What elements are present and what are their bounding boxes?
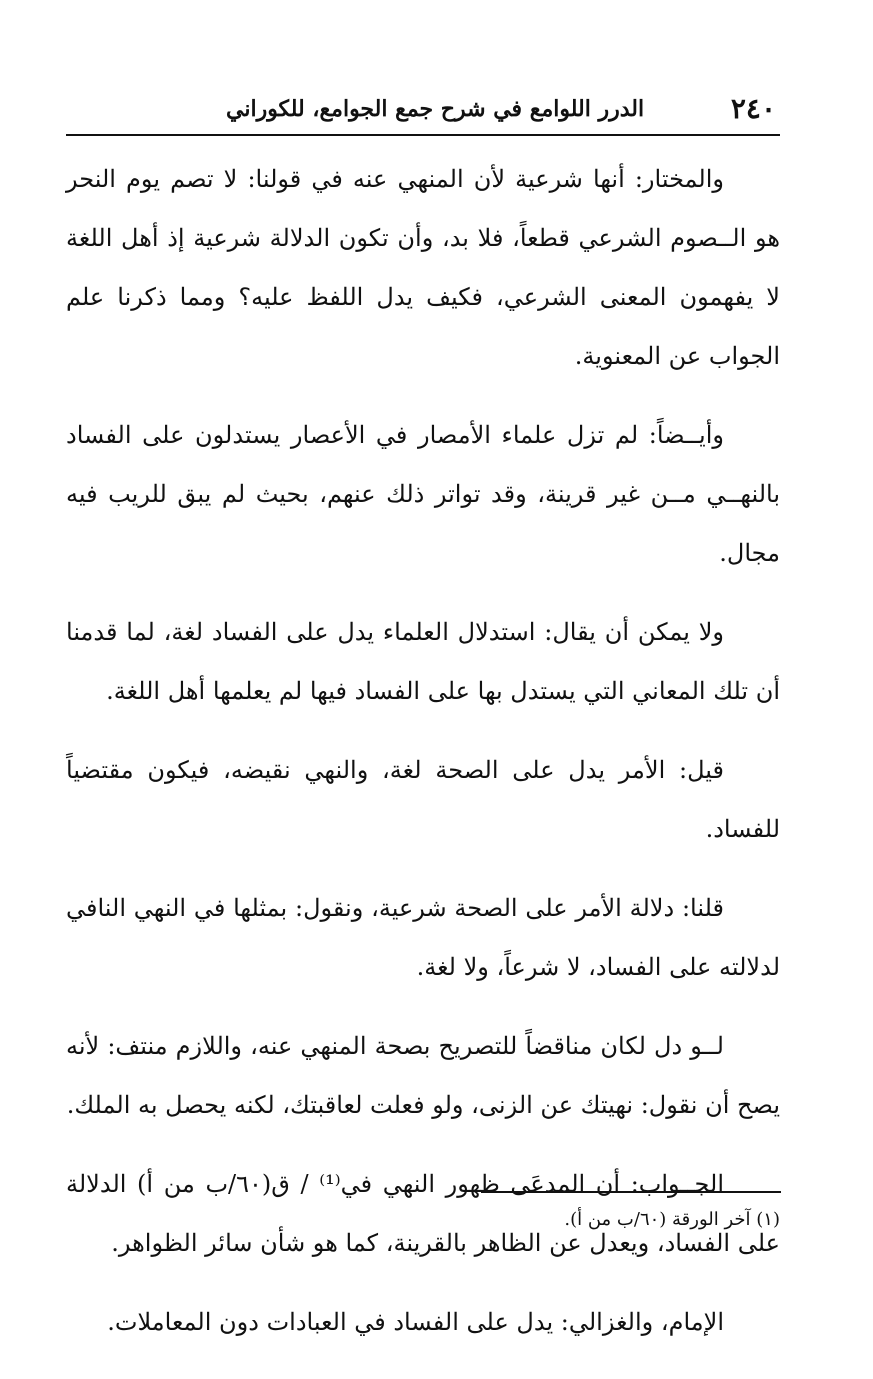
paragraph-qulna: قلنا: دلالة الأمر على الصحة شرعية، ونقول: بمثلها في النهي النافي لدلالته على الفساد، لا شرعاً، ولا لغة. (66, 894, 780, 981)
running-title: الدرر اللوامع في شرح جمع الجوامع، للكوراني (226, 96, 645, 122)
running-header (66, 88, 780, 136)
paragraph-imam: الإمام، والغزالي: يدل على الفساد في العبادات دون المعاملات. (107, 1308, 724, 1336)
body-text (66, 150, 780, 1372)
paragraph-la-yumkin: ولا يمكن أن يقال: استدلال العلماء يدل على الفساد لغة، لما قدمنا أن تلك المعاني التي يستدل بها على الفساد فيها لم يعلمها أهل اللغة. (66, 618, 780, 705)
paragraph-mukhtar: والمختار: أنها شرعية لأن المنهي عنه في قولنا: لا تصم يوم النحر هو الــصوم الشرعي قطعاً، فلا بد، وأن تكون الدلالة شرعية إذ أهل اللغة لا يفهمون المعنى الشرعي، فكيف يدل اللفظ عليه؟ ومما ذكرنا علم الجواب عن المعنوية. (66, 165, 780, 370)
footnote: (١) آخر الورقة (٦٠/ب من أ). (564, 1209, 780, 1230)
paragraph-jawab: الجــواب: أن المدعَى ظهور النهي في⁽¹⁾ / ق(٦٠/ب من أ) الدلالة على الفساد، ويعدل عن الظاهر بالقرينة، كما هو شأن سائر الظواهر. (66, 1170, 780, 1257)
page-number: ٢٤٠ (730, 92, 776, 125)
paragraph-aydan: وأيــضاً: لم تزل علماء الأمصار في الأعصار يستدلون على الفساد بالنهــي مــن غير قرينة، وقد تواتر ذلك عنهم، بحيث لم يبق للريب فيه مجال. (66, 421, 780, 567)
paragraph-qila: قيل: الأمر يدل على الصحة لغة، والنهي نقيضه، فيكون مقتضياً للفساد. (66, 756, 780, 843)
paragraph-law-dall: لــو دل لكان مناقضاً للتصريح بصحة المنهي عنه، واللازم منتف: لأنه يصح أن نقول: نهيتك عن الزنى، ولو فعلت لعاقبتك، لكنه يحصل به الملك. (66, 1032, 780, 1119)
footnote-divider (481, 1191, 781, 1193)
